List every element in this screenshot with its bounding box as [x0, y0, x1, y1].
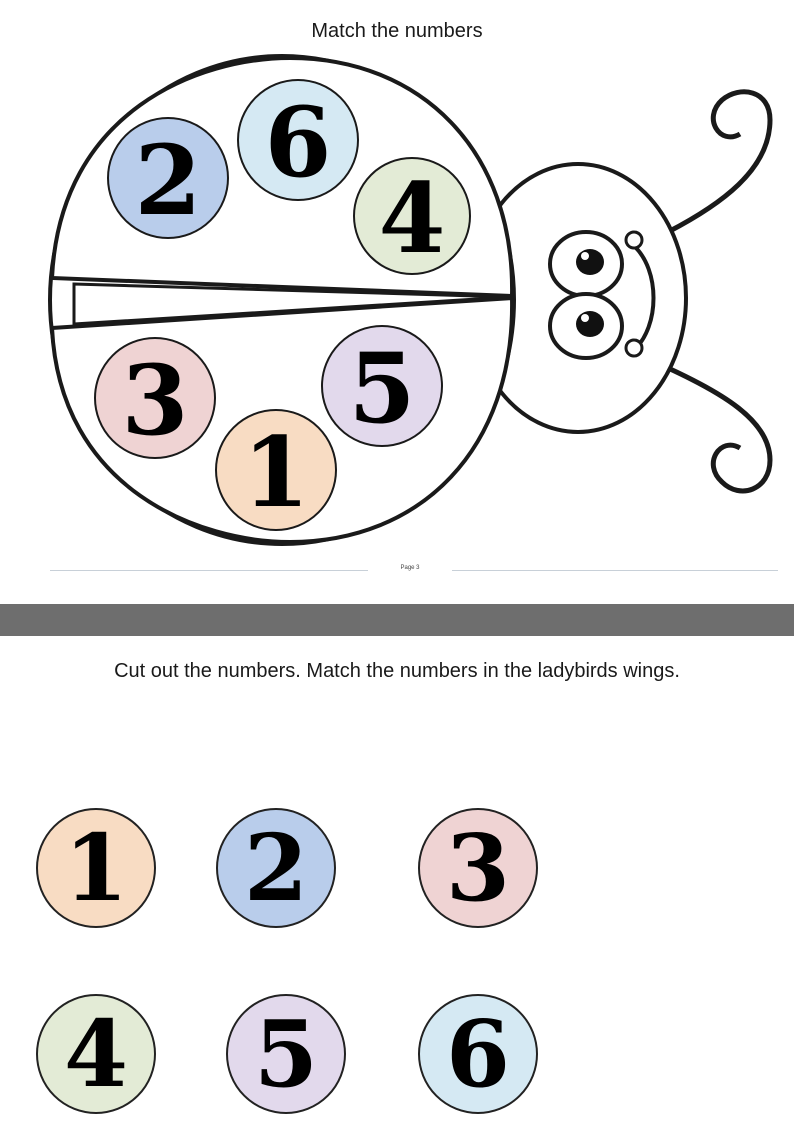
page-number: Page 3 — [400, 565, 420, 571]
page-title: Match the numbers — [311, 20, 483, 42]
wing-number-label: 3 — [121, 344, 189, 457]
wing-number-label: 6 — [264, 86, 332, 199]
wing-number-5 — [322, 326, 442, 446]
wing-number-label: 5 — [348, 332, 416, 445]
wing-number-1 — [216, 410, 336, 530]
footer-divider-left — [50, 570, 368, 571]
wing-number-2 — [108, 118, 228, 238]
worksheet-page-2 — [0, 636, 794, 1145]
cutout-number-3: 3 — [418, 808, 538, 928]
wing-number-label: 4 — [378, 162, 446, 275]
cutout-number-1: 1 — [36, 808, 156, 928]
cutout-number-5: 5 — [226, 994, 346, 1114]
antenna-bottom — [668, 368, 770, 491]
wing-number-6 — [238, 80, 358, 200]
antenna-top — [668, 92, 770, 232]
wing-number-3 — [95, 338, 215, 458]
page-break-bar — [0, 604, 794, 636]
footer-divider-right — [452, 570, 778, 571]
cutout-number-2: 2 — [216, 808, 336, 928]
wing-number-label: 1 — [242, 416, 310, 529]
ladybird-illustration — [0, 0, 794, 560]
cutout-number-4: 4 — [36, 994, 156, 1114]
cutout-number-6: 6 — [418, 994, 538, 1114]
instruction-text: Cut out the numbers. Match the numbers in the ladybirds wings. — [114, 660, 680, 682]
wing-number-label: 2 — [134, 124, 202, 237]
wing-number-4 — [354, 158, 470, 275]
